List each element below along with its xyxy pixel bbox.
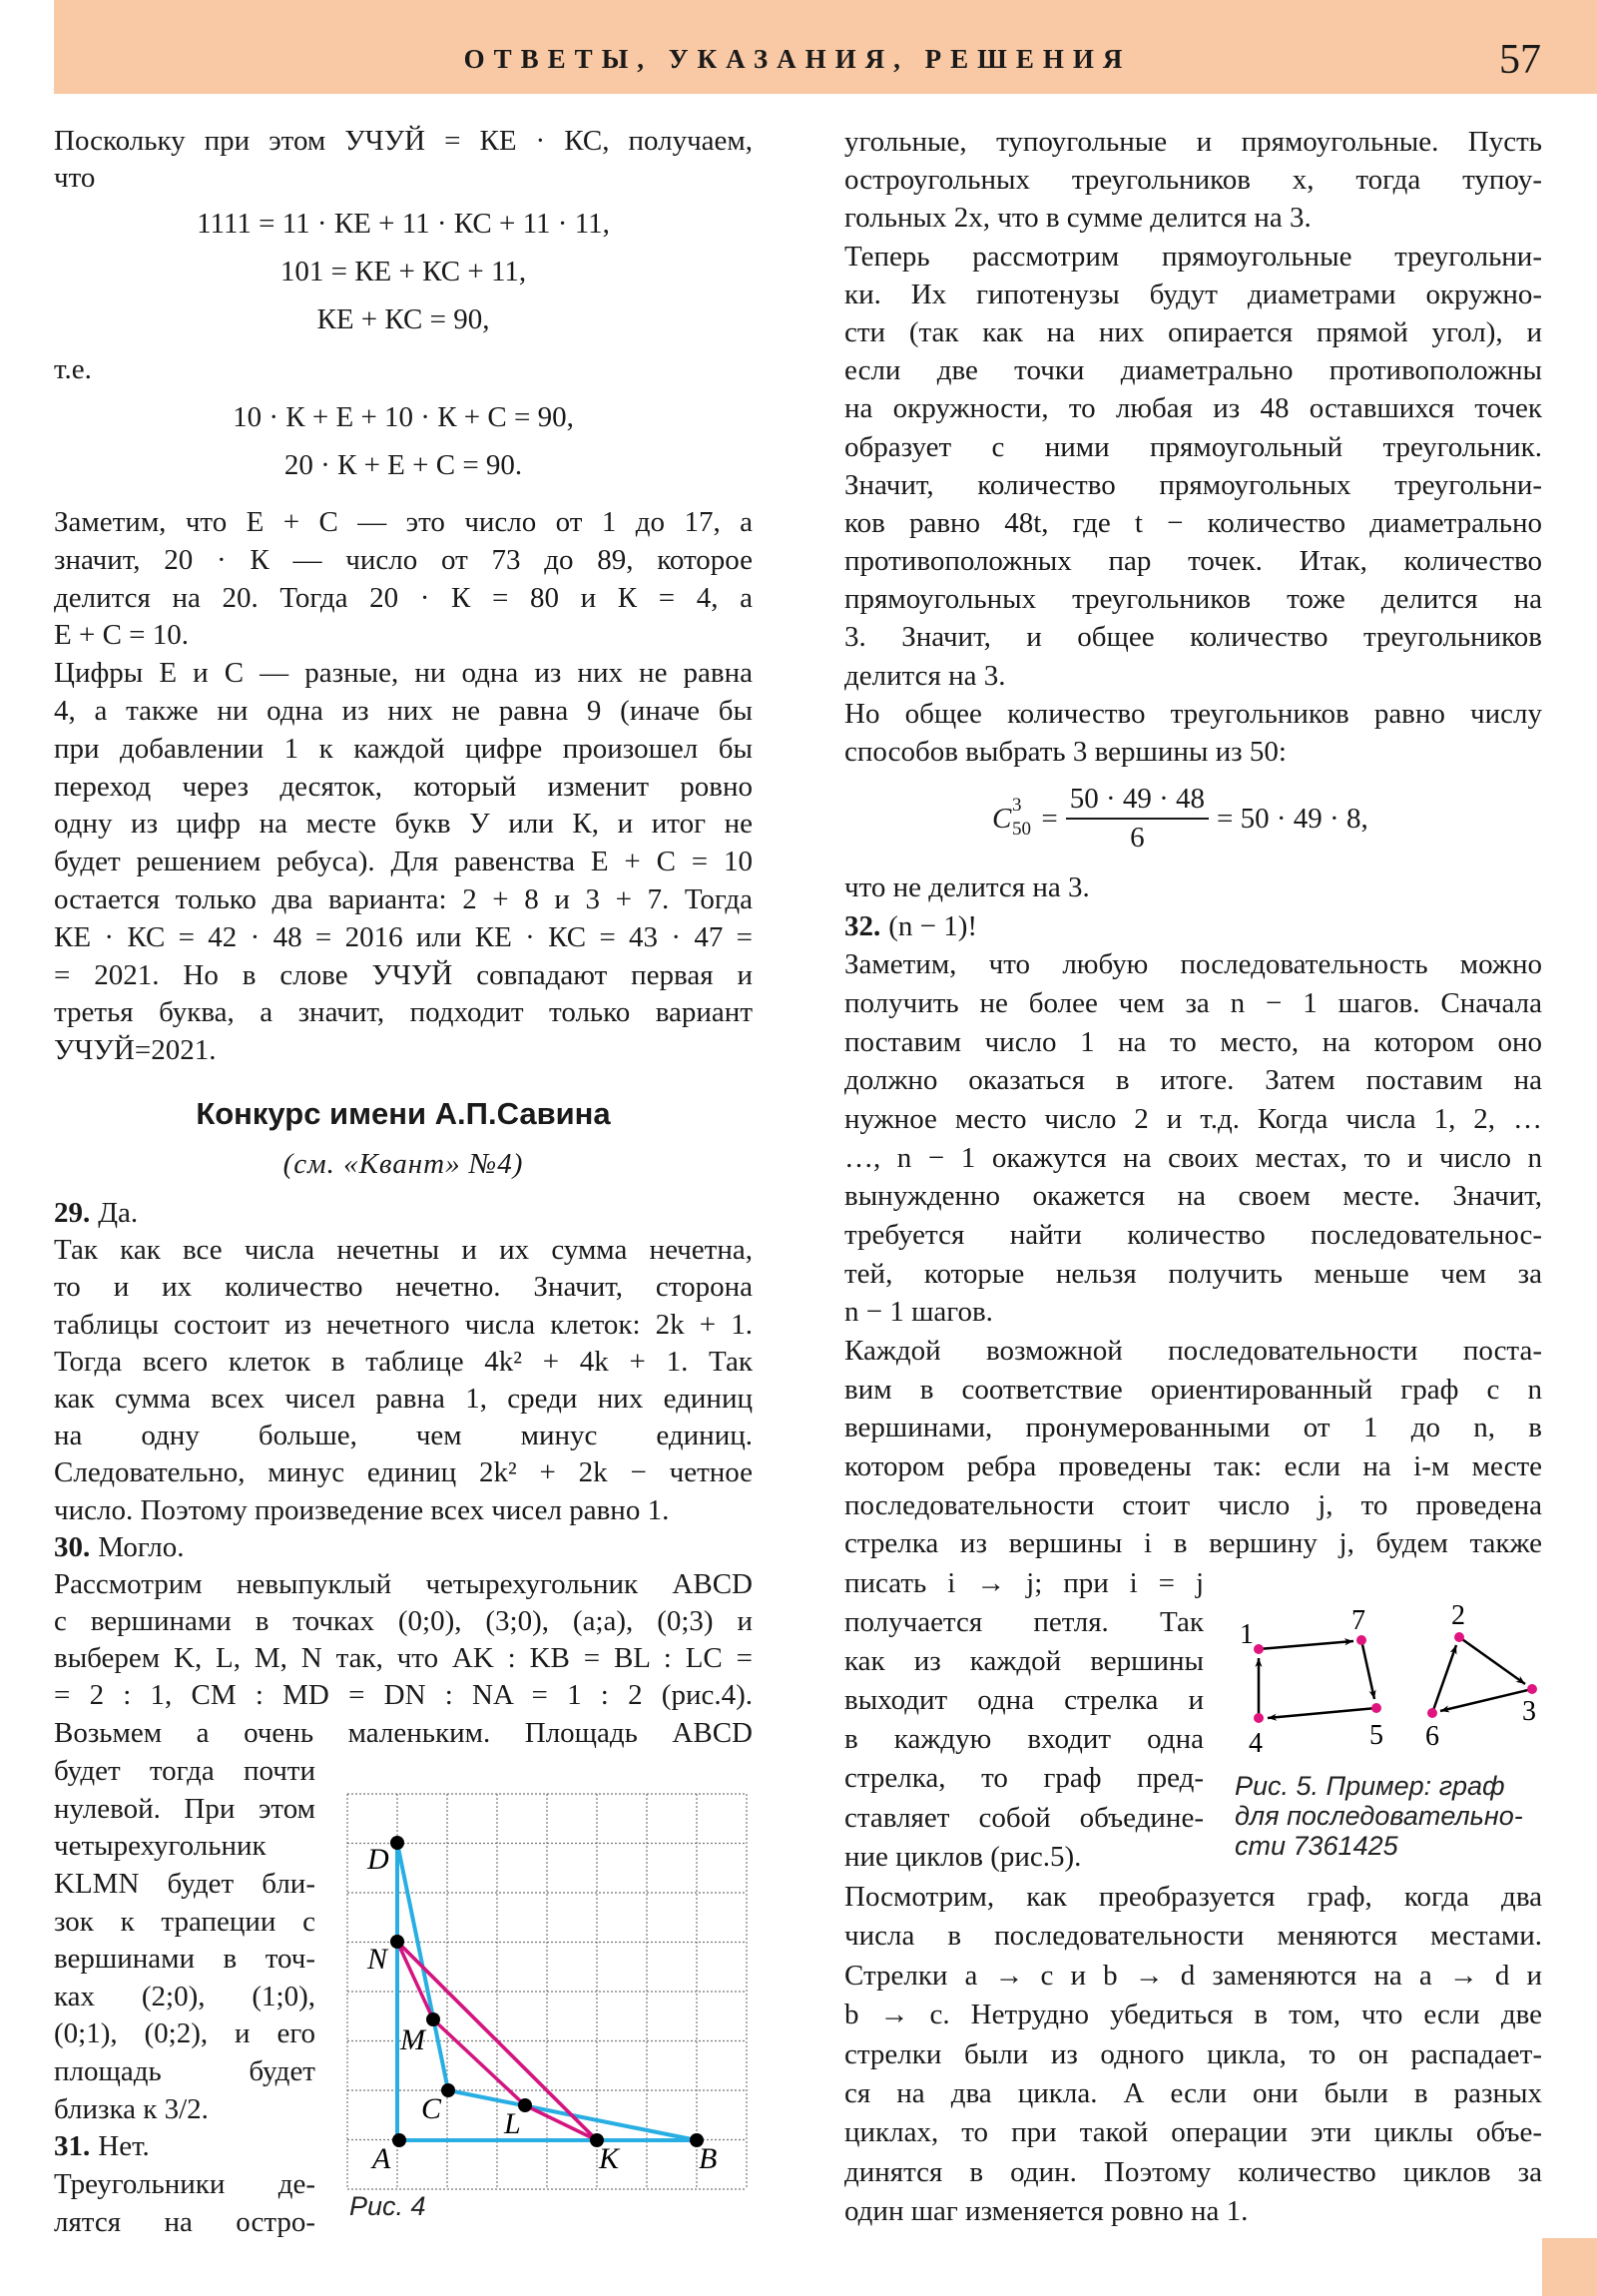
formula-fraction bbox=[1066, 783, 1209, 855]
text-line: (0;1), (0;2), и его bbox=[54, 2017, 315, 2050]
text-line: Цифры Е и С — разные, ни одна из них не равна bbox=[54, 657, 753, 690]
label-c: C bbox=[421, 2092, 442, 2125]
text-line: Теперь рассмотрим прямоугольные треугольни- bbox=[844, 240, 1542, 273]
edge-6-2 bbox=[1432, 1645, 1456, 1713]
text-line: Поскольку при этом УЧУЙ = КЕ · КС, получаем, bbox=[54, 125, 753, 157]
text-line: писать i → j; при i = j bbox=[844, 1567, 1204, 1599]
text-line: ставляет собой объедине- bbox=[844, 1801, 1204, 1834]
text-line: на окружности, то любая из 48 оставшихся точек bbox=[844, 392, 1542, 425]
text-line: КЕ · КС = 42 · 48 = 2016 или КЕ · КС = 43 · 47 = bbox=[54, 920, 753, 953]
figure-4-caption: Рис. 4 bbox=[349, 2191, 426, 2221]
text-line: 3. Значит, и общее количество треугольников bbox=[844, 621, 1542, 654]
answer-text: Могло. bbox=[98, 1530, 185, 1563]
answer-text: Да. bbox=[98, 1197, 139, 1229]
answer-number: 32. bbox=[844, 909, 881, 942]
numerator: 50 · 49 · 48 bbox=[1066, 783, 1209, 820]
text-line: что не делится на 3. bbox=[844, 871, 1090, 903]
text-line: т.е. bbox=[54, 353, 92, 385]
figure-5 bbox=[1228, 1597, 1567, 1757]
text-line: Заметим, что Е + С — это число от 1 до 17, а bbox=[54, 506, 753, 538]
formula-result: = 50 · 49 · 8, bbox=[1217, 802, 1368, 835]
node-label-5: 5 bbox=[1369, 1720, 1383, 1751]
node-label-7: 7 bbox=[1351, 1605, 1365, 1636]
intro-paragraph bbox=[54, 123, 753, 198]
label-b: B bbox=[699, 2142, 718, 2175]
text-line: Треугольники де- bbox=[54, 2168, 315, 2201]
text-line: прямоугольных треугольников тоже делится на bbox=[844, 583, 1542, 616]
node-5 bbox=[1371, 1703, 1381, 1713]
text-line: как из каждой вершины bbox=[844, 1645, 1204, 1678]
label-a: A bbox=[372, 2142, 391, 2175]
text-line: получается петля. Так bbox=[844, 1606, 1204, 1639]
right-body-narrow bbox=[844, 1564, 1204, 1877]
point-n bbox=[390, 1935, 404, 1949]
text-line: стрелка из вершины i в вершину j, будем также bbox=[844, 1527, 1542, 1560]
text-line bbox=[54, 1529, 753, 1566]
edge-3-6 bbox=[1440, 1689, 1532, 1711]
edge-5-4 bbox=[1268, 1708, 1376, 1718]
text-line: ся на два цикла. А если они были в разных bbox=[844, 2076, 1542, 2109]
text-line: угольные, тупоугольные и прямоугольные. Пусть bbox=[844, 126, 1542, 158]
text-line: с вершинами в точках (0;0), (3;0), (a;a), (0;3) и bbox=[54, 1605, 753, 1638]
text-line: вим в соответствие ориентированный граф с n bbox=[844, 1373, 1542, 1406]
edge-1-7 bbox=[1259, 1641, 1353, 1649]
text-line: значит, 20 · К — число от 73 до 89, которое bbox=[54, 543, 753, 576]
text-line: поставим число 1 на то место, на котором оно bbox=[844, 1025, 1542, 1058]
text-line: что bbox=[54, 162, 96, 195]
text-line: КЕ + КС = 90, bbox=[316, 303, 490, 335]
text-line: Тогда всего клеток в таблице 4k² + 4k + 1. Так bbox=[54, 1345, 753, 1378]
text-line: число. Поэтому произведение всех чисел равно 1. bbox=[54, 1493, 670, 1526]
text-line: стрелки были из одного цикла, то он распадает- bbox=[844, 2037, 1542, 2070]
formula-group-2 bbox=[54, 393, 753, 489]
text-line: третья буква, а значит, подходит только вариант bbox=[54, 996, 753, 1029]
text-line: 10 · К + Е + 10 · К + С = 90, bbox=[233, 401, 574, 433]
text-line: циклах, то при такой операции эти циклы объе- bbox=[844, 2116, 1542, 2149]
formula-eq: = bbox=[1041, 802, 1058, 835]
caption-line: для последовательно- bbox=[1235, 1801, 1523, 1831]
text-line bbox=[54, 1195, 753, 1232]
text-line: динятся в один. Поэтому количество циклов за bbox=[844, 2155, 1542, 2188]
corner-tab bbox=[1542, 2238, 1597, 2296]
figure-5-caption bbox=[1235, 1771, 1523, 1861]
point-a bbox=[392, 2133, 406, 2147]
text-line: близка к 3/2. bbox=[54, 2092, 209, 2125]
text-line: ки. Их гипотенузы будут диаметрами окружно- bbox=[844, 278, 1542, 310]
text-line: b → c. Нетрудно убедиться в том, что если две bbox=[844, 1999, 1542, 2031]
node-label-6: 6 bbox=[1425, 1721, 1439, 1752]
text-line: способов выбрать 3 вершины из 50: bbox=[844, 736, 1287, 768]
text-line: числа в последовательности меняются местами. bbox=[844, 1920, 1542, 1953]
text-line: Посмотрим, как преобразуется граф, когда два bbox=[844, 1881, 1542, 1913]
text-line: 1111 = 11 · КЕ + 11 · КС + 11 · 11, bbox=[197, 208, 610, 240]
answer-number: 29. bbox=[54, 1197, 91, 1229]
left-body-narrow bbox=[54, 1753, 315, 2241]
denominator: 6 bbox=[1130, 822, 1145, 854]
text-line: Значит, количество прямоугольных треугольни- bbox=[844, 468, 1542, 501]
node-6 bbox=[1427, 1708, 1437, 1718]
answer-text: (n − 1)! bbox=[888, 909, 978, 942]
node-1 bbox=[1254, 1644, 1264, 1654]
text-line: площадь будет bbox=[54, 2055, 315, 2088]
right-body-3 bbox=[844, 1878, 1542, 2232]
text-line: лятся на остро- bbox=[54, 2205, 315, 2238]
label-l: L bbox=[504, 2107, 521, 2140]
text-line: 4, а также ни одна из них не равна 9 (иначе бы bbox=[54, 694, 753, 727]
text-line: котором ребра проведены так: если на i-м месте bbox=[844, 1449, 1542, 1482]
text-line: УЧУЙ=2021. bbox=[54, 1034, 217, 1067]
text-line: нулевой. При этом bbox=[54, 1792, 315, 1825]
label-d: D bbox=[367, 1843, 389, 1876]
text-line: будет тогда почти bbox=[54, 1755, 315, 1787]
text-line: ние циклов (рис.5). bbox=[844, 1840, 1082, 1873]
text-line: = 2 : 1, CM : MD = DN : NA = 1 : 2 (рис.4). bbox=[54, 1679, 753, 1712]
text-line: сти (так как на них опирается прямой угол), и bbox=[844, 315, 1542, 348]
combination-formula bbox=[844, 774, 1542, 863]
text-line: образует с ними прямоугольный треугольник. bbox=[844, 430, 1542, 463]
node-label-4: 4 bbox=[1249, 1728, 1263, 1757]
text-line: при добавлении 1 к каждой цифре произошел бы bbox=[54, 732, 753, 765]
label-n: N bbox=[367, 1943, 388, 1976]
caption-line: сти 7361425 bbox=[1235, 1831, 1398, 1861]
page-number: 57 bbox=[1499, 37, 1541, 83]
right-body-1 bbox=[844, 123, 1542, 771]
text-line: тей, которые нельзя получить меньше чем за bbox=[844, 1257, 1542, 1290]
text-line: нужное место число 2 и т.д. Когда числа 1, 2, … bbox=[844, 1102, 1542, 1135]
text-line: должно оказаться в итоге. Затем поставим на bbox=[844, 1064, 1542, 1097]
text-line: последовательности стоит число j, то проведена bbox=[844, 1488, 1542, 1521]
te-line bbox=[54, 350, 753, 388]
edge-7-5 bbox=[1361, 1640, 1374, 1699]
node-7 bbox=[1356, 1635, 1366, 1645]
text-line: = 2021. Но в слове УЧУЙ совпадают первая и bbox=[54, 958, 753, 991]
text-line: зок к трапеции с bbox=[54, 1905, 315, 1938]
node-3 bbox=[1527, 1684, 1537, 1694]
text-line: как сумма всех чисел равна 1, среди них единиц bbox=[54, 1382, 753, 1415]
text-line: будет решением ребуса). Для равенства Е + С = 10 bbox=[54, 846, 753, 878]
section-heading: Конкурс имени А.П.Савина bbox=[196, 1096, 611, 1131]
text-line: n − 1 шагов. bbox=[844, 1296, 993, 1329]
text-line: четырехугольник bbox=[54, 1830, 266, 1863]
text-line: выберем K, L, M, N так, что AK : KB = BL : LC = bbox=[54, 1642, 753, 1675]
edge-2-3 bbox=[1459, 1637, 1525, 1684]
point-m bbox=[426, 2012, 440, 2026]
text-line: требуется найти количество последовательнос- bbox=[844, 1218, 1542, 1251]
node-2 bbox=[1454, 1632, 1464, 1642]
text-line: 101 = КЕ + КС + 11, bbox=[279, 256, 527, 287]
node-label-2: 2 bbox=[1451, 1600, 1465, 1631]
text-line: Каждой возможной последовательности поста- bbox=[844, 1334, 1542, 1367]
text-line: Рассмотрим невыпуклый четырехугольник ABCD bbox=[54, 1567, 753, 1600]
text-line: вершинами, пронумерованными от 1 до n, в bbox=[844, 1412, 1542, 1444]
text-line: вынужденно окажется на своем месте. Значит, bbox=[844, 1180, 1542, 1213]
answer-number: 31. bbox=[54, 2130, 91, 2163]
left-body-2 bbox=[54, 1195, 753, 1752]
text-line: то и их количество нечетно. Значит, сторона bbox=[54, 1271, 753, 1304]
formula-group-1 bbox=[54, 200, 753, 343]
text-line: получить не более чем за n − 1 шагов. Сначала bbox=[844, 986, 1542, 1019]
text-line: KLMN будет бли- bbox=[54, 1867, 315, 1900]
text-line: 20 · К + Е + С = 90. bbox=[283, 449, 523, 481]
text-line: Так как все числа нечетны и их сумма нечетна, bbox=[54, 1234, 753, 1267]
text-line: одну из цифр на месте букв У или К, и итог не bbox=[54, 808, 753, 841]
graph-edges bbox=[1259, 1637, 1532, 1718]
text-line: остроугольных треугольников x, тогда тупоу- bbox=[844, 164, 1542, 197]
caption-line: Рис. 5. Пример: граф bbox=[1235, 1771, 1505, 1801]
text-line: Но общее количество треугольников равно числу bbox=[844, 697, 1542, 730]
point-c bbox=[441, 2083, 455, 2097]
figure-4 bbox=[329, 1777, 769, 2206]
text-line: вершинами в точ- bbox=[54, 1943, 315, 1976]
text-line: переход через десяток, который изменит ровно bbox=[54, 770, 753, 803]
node-label-3: 3 bbox=[1522, 1696, 1536, 1727]
left-body-1 bbox=[54, 504, 753, 1070]
answer-text: Нет. bbox=[98, 2130, 150, 2163]
answer-number: 30. bbox=[54, 1530, 91, 1563]
right-body-2 bbox=[844, 868, 1542, 1563]
node-label-1: 1 bbox=[1240, 1619, 1254, 1650]
text-line: выходит одна стрелка и bbox=[844, 1684, 1204, 1717]
text-line: Заметим, что любую последовательность можно bbox=[844, 948, 1542, 981]
text-line: делится на 20. Тогда 20 · К = 80 и К = 4, а bbox=[54, 581, 753, 614]
text-line: Е + С = 10. bbox=[54, 619, 190, 652]
label-m: M bbox=[400, 2023, 425, 2056]
text-line: если две точки диаметрально противоположны bbox=[844, 354, 1542, 387]
point-d bbox=[390, 1836, 404, 1850]
header-title: ОТВЕТЫ, УКАЗАНИЯ, РЕШЕНИЯ bbox=[463, 44, 1132, 74]
text-line: в каждую входит одна bbox=[844, 1723, 1204, 1756]
text-line: делится на 3. bbox=[844, 659, 1006, 692]
text-line: ках (2;0), (1;0), bbox=[54, 1980, 315, 2012]
section-subtitle: (см. «Квант» №4) bbox=[282, 1148, 524, 1180]
text-line: Возьмем a очень маленьким. Площадь ABCD bbox=[54, 1716, 753, 1749]
text-line: один шаг изменяется ровно на 1. bbox=[844, 2195, 1249, 2228]
text-line bbox=[54, 2128, 315, 2166]
text-line: …, n − 1 окажутся на своих местах, то и число n bbox=[844, 1141, 1542, 1174]
label-k: K bbox=[599, 2142, 620, 2175]
text-line: противоположных пар точек. Итак, количество bbox=[844, 545, 1542, 578]
text-line: на одну больше, чем минус единиц. bbox=[54, 1420, 753, 1452]
text-line bbox=[844, 907, 1542, 946]
text-line: гольных 2x, что в сумме делится на 3. bbox=[844, 202, 1312, 235]
text-line: таблицы состоит из нечетного числа клеток: 2k + 1. bbox=[54, 1308, 753, 1341]
formula-c: C 3 50 bbox=[992, 794, 1031, 840]
text-line: Следовательно, минус единиц 2k² + 2k − четное bbox=[54, 1456, 753, 1489]
grid bbox=[347, 1794, 747, 2189]
running-header bbox=[54, 0, 1597, 94]
text-line: стрелка, то граф пред- bbox=[844, 1762, 1204, 1795]
text-line: ков равно 48t, где t − количество диаметрально bbox=[844, 506, 1542, 539]
node-4 bbox=[1254, 1713, 1264, 1723]
text-line: Стрелки a → c и b → d заменяются на a → d и bbox=[844, 1959, 1542, 1992]
text-line: остается только два варианта: 2 + 8 и 3 + 7. Тогда bbox=[54, 882, 753, 915]
